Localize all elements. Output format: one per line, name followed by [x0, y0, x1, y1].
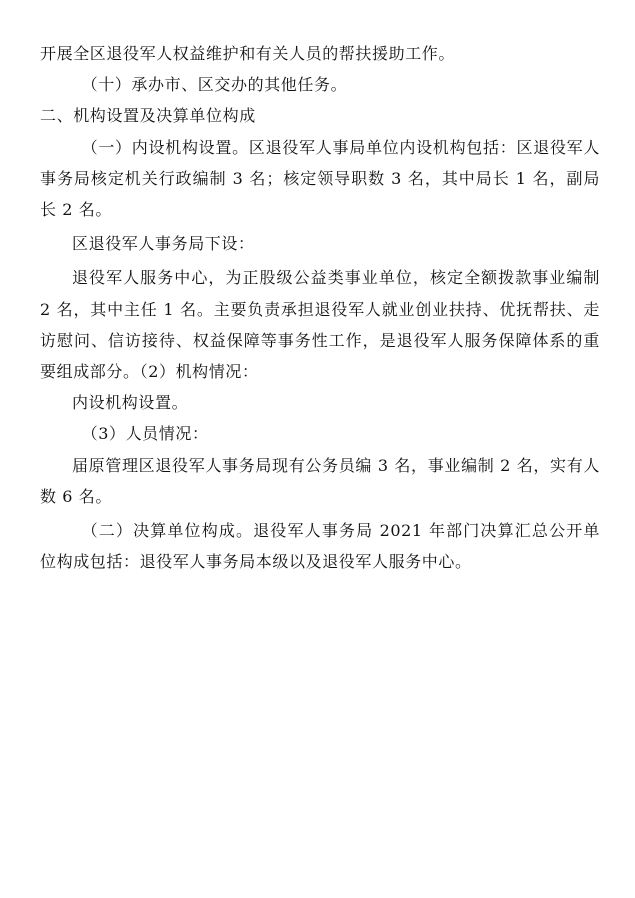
document-body — [40, 38, 600, 577]
paragraph-internal-setup: 内设机构设置。 — [72, 393, 189, 413]
paragraph-item-ten: （十）承办市、区交办的其他任务。 — [81, 75, 348, 95]
paragraph-internal-structure: （一）内设机构设置。区退役军人事局单位内设机构包括：区退役军人事务局核定机关行政编制 3 名；核定领导职数 3 名，其中局长 1 名，副局长 2 名。 — [40, 137, 600, 220]
paragraph-staff-numbers: 届原管理区退役军人事务局现有公务员编 3 名，事业编制 2 名，实有人数 6 名。 — [40, 455, 600, 506]
paragraph-subordinate-units: 区退役军人事务局下设： — [72, 234, 255, 254]
paragraph-continuation: 开展全区退役军人权益维护和有关人员的帮扶援助工作。 — [40, 44, 456, 63]
paragraph-final-accounts-units: （二）决算单位构成。退役军人事务局 2021 年部门决算汇总公开单位构成包括：退役军人事务局本级以及退役军人服务中心。 — [40, 521, 600, 572]
paragraph-staff-heading: （3）人员情况： — [81, 424, 209, 444]
section-heading-structure: 二、机构设置及决算单位构成 — [40, 106, 256, 126]
paragraph-service-center: 退役军人服务中心，为正股级公益类事业单位，核定全额拨款事业编制 2 名，其中主任 1 名。主要负责承担退役军人就业创业扶持、优抚帮扶、走访慰问、信访接待、权益保障等事务性工作，是退役军人服务保障体系的重要组成部分。（2）机构情况： — [40, 268, 600, 382]
